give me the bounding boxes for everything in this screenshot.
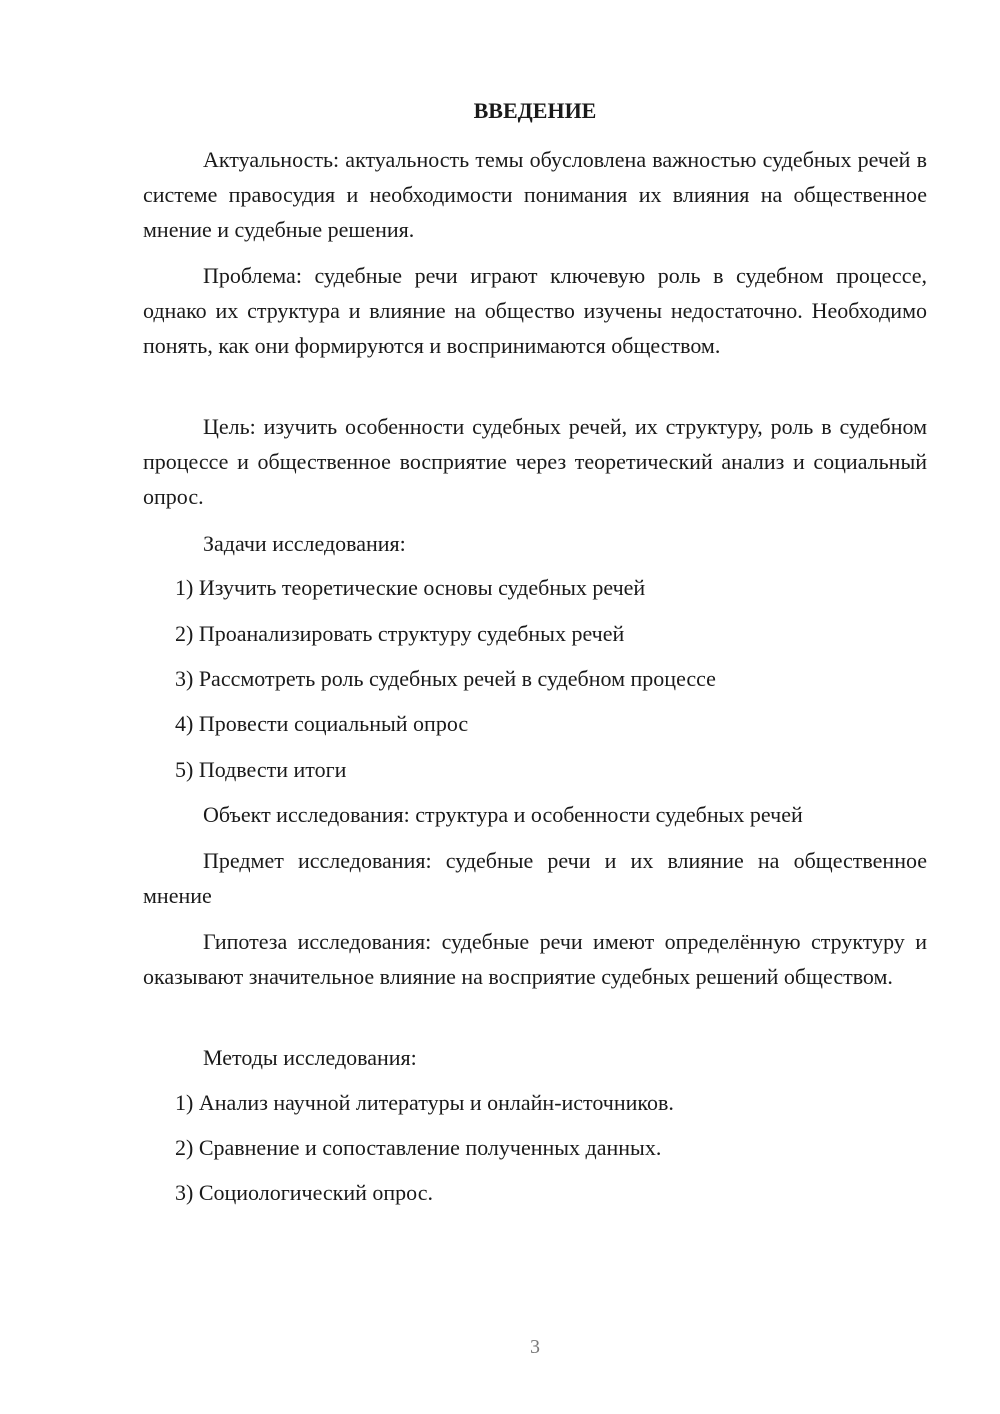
object-line: Объект исследования: структура и особенности судебных речей — [203, 802, 803, 827]
method-item: 1) Анализ научной литературы и онлайн-источников. — [175, 1090, 674, 1115]
subject-paragraph: Предмет исследования: судебные речи и их влияние на общественное мнение — [143, 848, 927, 908]
page-title: ВВЕДЕНИЕ — [473, 98, 597, 123]
task-item: 3) Рассмотреть роль судебных речей в судебном процессе — [175, 666, 716, 691]
goal-paragraph: Цель: изучить особенности судебных речей, их структуру, роль в судебном процессе и общественное восприятие через теоретический анализ и социальный опрос. — [143, 414, 927, 509]
task-item: 4) Провести социальный опрос — [175, 711, 469, 736]
problem-paragraph: Проблема: судебные речи играют ключевую роль в судебном процессе, однако их структура и влияние на общество изучены недостаточно. Необходимо понять, как они формируются и воспринимаются обществом. — [143, 263, 927, 358]
task-item: 1) Изучить теоретические основы судебных речей — [175, 575, 646, 600]
task-item: 2) Проанализировать структуру судебных речей — [175, 621, 625, 646]
tasks-heading: Задачи исследования: — [203, 531, 406, 556]
method-item: 3) Социологический опрос. — [175, 1180, 433, 1205]
relevance-paragraph: Актуальность: актуальность темы обусловлена важностью судебных речей в системе правосудия и необходимости понимания их влияния на общественное мнение и судебные решения. — [143, 147, 927, 242]
page-number: 3 — [530, 1336, 540, 1358]
method-item: 2) Сравнение и сопоставление полученных данных. — [175, 1135, 662, 1160]
methods-heading: Методы исследования: — [203, 1045, 417, 1070]
task-item: 5) Подвести итоги — [175, 757, 347, 782]
hypothesis-paragraph: Гипотеза исследования: судебные речи имеют определённую структуру и оказывают значительное влияние на восприятие судебных решений обществом. — [143, 929, 927, 989]
